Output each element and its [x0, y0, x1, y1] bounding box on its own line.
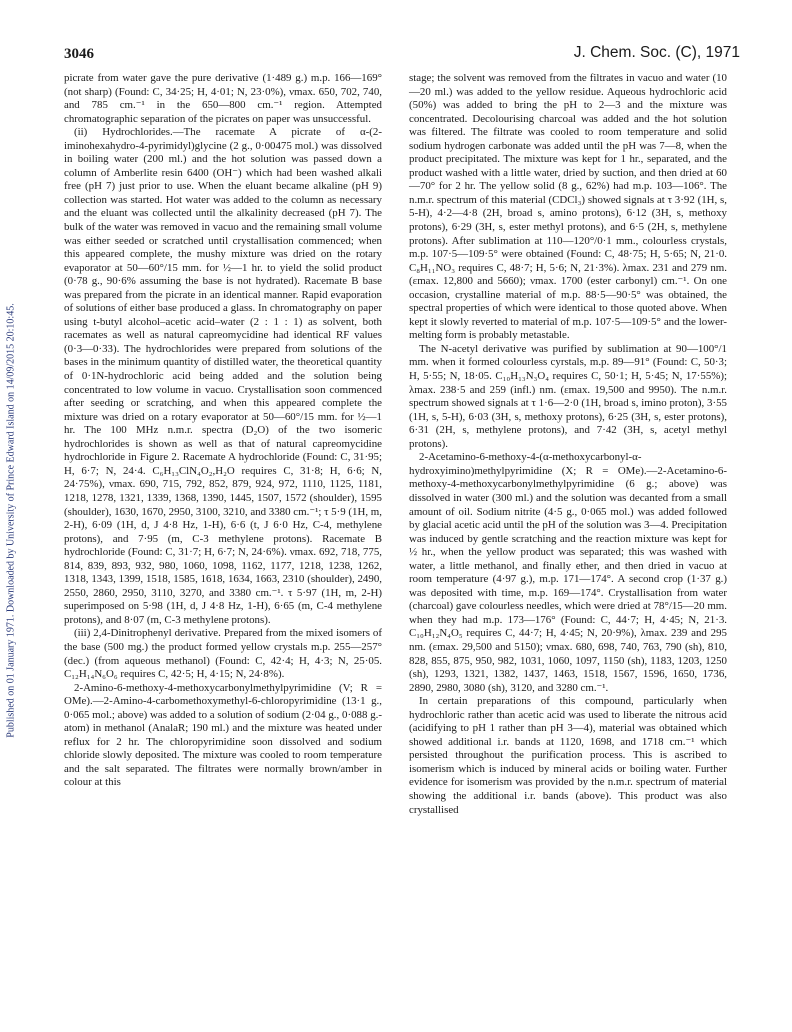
- paragraph: (iii) 2,4-Dinitrophenyl derivative. Prepared from the mixed isomers of the base (500 mg.) the product formed yellow crystals m.p. 255—257° (dec.) (from aqueous methanol) (Found: C, 42·4; H, 4·3; N, 25·05. C₁₂H₁₄N₆O₆ requires C, 42·5; H, 4·15; N, 24·8%).: [64, 627, 382, 681]
- paragraph: 2-Acetamino-6-methoxy-4-(α-methoxycarbonyl-α-hydroxyimino)methylpyrimidine (X; R = OMe).—2-Acetamino-6-methoxy-4-methoxycarbonylmethylpyrimidine (6 g.; above) was dissolved in water (300 ml.) and the solution was decanted from a small amount of oil. Sodium nitrite (4·5 g., 0·065 mol.) was added followed by glacial acetic acid until the pH of the solution was 3—4. Precipitation was induced by gentle scratching and the reaction mixture was kept for ½ hr., when the yellow product was separated; this was washed with water, a little methanol, and finally ether, and then dried in vacuo at room temperature (4·97 g.), m.p. 171—174°. A second crop (1·37 g.) was deposited with time, m.p. 169—174°. Crystallisation from water (charcoal) gave colourless needles, which were dried at 78°/15—20 mm. when they had m.p. 173—176° (Found: C, 44·7; H, 4·45; N, 21·3. C₁₀H₁₂N₄O₅ requires C, 44·7; H, 4·45; N, 20·9%), λmax. 239 and 295 nm. (εmax. 29,500 and 5150); νmax. 680, 698, 740, 763, 790 (sh), 810, 828, 855, 875, 950, 982, 1031, 1060, 1097, 1150 (sh), 1183, 1203, 1250 (sh), 1293, 1321, 1382, 1437, 1463, 1518, 1567, 1596, 1650, 1736, 2890, 2980, 3080 (sh), 3120, and 3280 cm.⁻¹.: [409, 451, 727, 694]
- paragraph: The N-acetyl derivative was purified by sublimation at 90—100°/1 mm. when it formed colourless cyrstals, m.p. 89—91° (Found: C, 50·3; H, 5·55; N, 18·05. C₁₀H₁₃N₃O₄ requires C, 50·1; H, 5·45; N, 17·55%); λmax. 238·5 and 259 (infl.) nm. (εmax. 19,500 and 9950). The n.m.r. spectrum showed signals at τ 1·6—2·0 (1H, broad s, imino proton), 3·55 (1H, s, 5-H), 6·03 (3H, s, methoxy protons), 6·25 (3H, s, ester protons), 6·31 (2H, s, methylene protons), and 7·42 (3H, s, acetyl methyl protons).: [409, 342, 727, 450]
- paragraph: picrate from water gave the pure derivative (1·489 g.) m.p. 166—169° (not sharp) (Found: C, 34·25; H, 4·01; N, 23·0%), νmax. 650, 702, 740, and 785 cm.⁻¹ in the 650—800 cm.⁻¹ region. Attempted chromatographic separation of the picrates on paper was unsuccessful.: [64, 72, 382, 125]
- download-notice-text: Published on 01 January 1971. Downloaded by University of Prince Edward Island on 14/09/2015 20:10:45.: [5, 302, 17, 738]
- download-notice: [2, 150, 20, 890]
- paragraph: In certain preparations of this compound, particularly when hydrochloric rather than acetic acid was used to liberate the nitrous acid (acidifying to pH 1 rather than pH 3—4), material was obtained which showed additional i.r. bands at 1120, 1698, and 1718 cm.⁻¹ which persisted throughout the purification process. This is ascribed to isomerism which is induced by mineral acids or boiling water. Further evidence for isomerism was provided by the n.m.r. spectrum of material showing the additional i.r. bands (above). This product was also crystallised: [409, 695, 727, 816]
- page-header: [64, 46, 740, 68]
- left-column: [64, 72, 382, 790]
- paragraph: (ii) Hydrochlorides.—The racemate A picrate of α-(2-iminohexahydro-4-pyrimidyl)glycine (2 g., 0·00475 mol.) was dissolved in boiling water (200 ml.) and the hot solution was passed down a column of Amberlite resin 6400 (OH⁻) which had been washed alkali free (pH 7) just prior to use. When the eluant became alkaline (pH 9) collection was started. Hot water was added to the column as necessary and the eluant was collected until the alkalinity decreased (pH 7). The bulk of the water was removed in vacuo and the remaining small volume was either seeded or scratched until crystallisation commenced; when this appeared complete, the mushy mixture was dried on the rotary evaporator at 50—60°/15 mm. for ½—1 hr. to yield the solid product (0·78 g., 90·6% assuming the base is not hydrated). Racemate B base was prepared from the picrate in an identical manner. Rapid evaporation of solutions of either base produced a glass. In chromatography on paper using t-butyl alcohol–acetic acid–water (2 : 1 : 1) as solvent, both racemates as well as natural capreomycidine had identical RF values (0·3—0·33). The hydrochlorides were prepared from solutions of the bases in the minimum quantity of distilled water, the theoretical quantity of 0·1N-hydrochloric acid being added and the solution being concentrated to low volume in vacuo. Crystallisation soon commenced after seeding or scratching, and when this appeared complete the mixture was dried on a rotary evaporator at 50—60°/15 mm. for ½—1 hr. The 100 MHz n.m.r. spectra (D₂O) of the two isomeric hydrochlorides is shown as well as that of natural capreomycidine hydrochloride in Figure 2. Racemate A hydrochloride (Found: C, 31·95; H, 6·7; N, 24·4. C₆H₁₃ClN₄O₂,H₂O requires C, 31·8; H, 6·6; N, 24·75%), νmax. 690, 715, 792, 852, 879, 924, 972, 1110, 1125, 1181, 1218, 1278, 1321, 1339, 1368, 1390, 1445, 1507, 1572 (shoulder), 1595 (shoulder), 1630, 1670, 2950, 3100, 3210, and 3380 cm.⁻¹; τ 5·9 (1H, m, 2-H), 6·09 (1H, d, J 4·8 Hz, 1-H), 6·6 (t, J 6·0 Hz, C-4, methylene protons), and 7·95 (m, C-3 methylene protons). Racemate B hydrochloride (Found: C, 31·7; H, 6·7; N, 24·6%). νmax. 692, 718, 775, 814, 839, 893, 932, 980, 1060, 1098, 1162, 1177, 1218, 1238, 1262, 1318, 1343, 1399, 1518, 1585, 1618, 1634, 1663, 2310 (shoulder), 2490, 2550, 2860, 2950, 3110, 3270, and 3380 cm.⁻¹. τ 5·97 (1H, m, 2-H) superimposed on 5·98 (1H, d, J 4·8 Hz, 1-H), 6·65 (m, C-4 methylene protons), and 8·07 (m, C-3 methylene protons).: [64, 126, 382, 626]
- paragraph: stage; the solvent was removed from the filtrates in vacuo and water (10—20 ml.) was added to the yellow residue. Aqueous hydrochloric acid (50%) was added to bring the pH to 2—3 and the mixture was concentrated. Decolourising charcoal was added and the hot solution was filtered. The filtrate was cooled to room temperature and solid sodium hydrogen carbonate was added until the pH was 7—8, when the product precipitated. The mixture was kept for 1 hr., separated, and the product washed with a little water, dried by suction, and then dried at 60—70° for 2 hr. The yellow solid (8 g., 62%) had m.p. 103—106°. The n.m.r. spectrum of this material (CDCl₃) showed signals at τ 3·92 (1H, s, 5-H), 4·2—4·8 (2H, broad s, amino protons), 6·12 (3H, s, methoxy protons), 6·29 (3H, s, ester methyl protons), and 6·5 (2H, s, methylene protons). After sublimation at 110—120°/0·1 mm., colourless crystals, m.p. 107·5—109·5° were obtained (Found: C, 48·75; H, 5·65; N, 21·0. C₈H₁₁NO₃ requires C, 48·7; H, 5·6; N, 21·3%). λmax. 231 and 279 nm. (εmax. 12,800 and 5660); νmax. 1700 (ester carbonyl) cm.⁻¹. On one occasion, crystalline material of m.p. 88·5—90·5° was obtained, the spectral properties of which were identical to those quoted above. When kept it slowly reverted to material of m.p. 107·5—109·5° and the lower-melting form is probably metastable.: [409, 72, 727, 342]
- right-column: [409, 72, 727, 817]
- page-number: 3046: [64, 46, 94, 62]
- journal-title: J. Chem. Soc. (C), 1971: [573, 44, 740, 61]
- paragraph: 2-Amino-6-methoxy-4-methoxycarbonylmethylpyrimidine (V; R = OMe).—2-Amino-4-carbomethoxymethyl-6-chloropyrimidine (13·1 g., 0·065 mol.; above) was added to a solution of sodium (2·04 g., 0·088 g.-atom) in methanol (AnalaR; 190 ml.) and the mixture was heated under reflux for 2 hr. The chloropyrimidine soon dissolved and sodium chloride slowly deposited. The mixture was cooled to room temperature and the salt separated. The filtrates were normally brown/amber in colour at this: [64, 681, 382, 789]
